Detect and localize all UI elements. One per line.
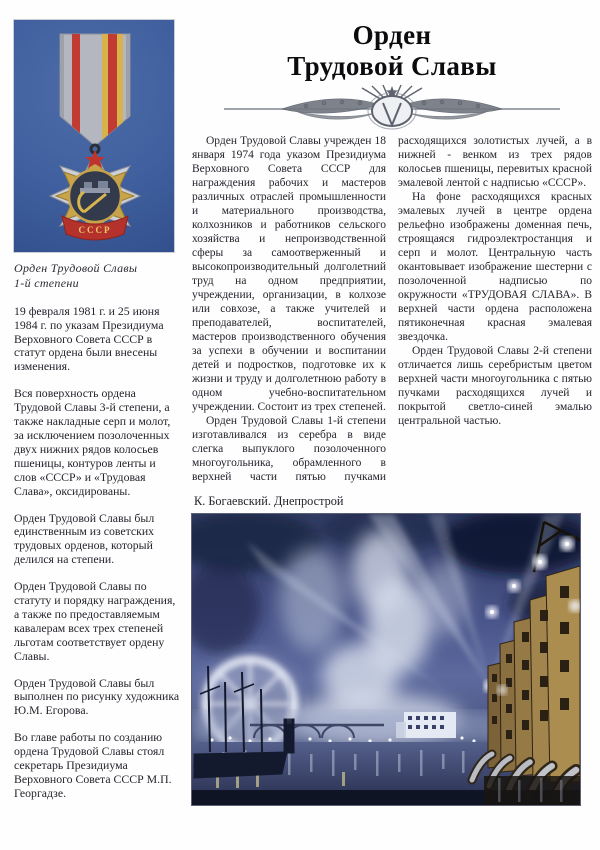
page-title (192, 20, 592, 81)
article-paragraph-3: На фоне расходящихся красных эмалевых лучей в центре ордена рельефно изображены доменная печь, строящаяся гидроэлектростанция и серп и молот. Центральную часть окантовывает изображение шестерни с позолоченной надписью по окружности «ТРУДОВАЯ СЛАВА». В верхней части ордена расположена пятиконечная красная эмалевая звездочка. (398, 191, 592, 343)
left-paragraph-2: Вся поверхность ордена Трудовой Славы 3-й степени, а также накладные серп и молот, за исключением позолоченных двух нижних рядов колосьев пшеницы, контуров ленты и слов «СССР» и «Трудовая Слава», оксидированы. (14, 386, 171, 498)
painting-dneprostroy (192, 514, 580, 805)
article-paragraph-2: Орден Трудовой Славы 1-й степени изготавливался из серебра в виде слегка выпуклого позолоченного многоугольника, обрамленного в верхней части пятью пучками расходящихся золотистых лучей, а в нижней - венком из трех рядов колосьев пшеницы, перевитых красной эмалевой лентой с надписью «СССР». (192, 135, 592, 483)
left-column (14, 20, 180, 814)
left-paragraph-1: 19 февраля 1981 г. и 25 июня 1984 г. по указам Президиума Верховного Совета СССР в статут ордена были внесены изменения. (14, 303, 164, 374)
left-paragraph-6: Во главе работы по созданию ордена Трудовой Славы стоял секретарь Президиума Верховного Совета СССР М.П. Георгадзе. (14, 730, 172, 800)
left-paragraph-5: Орден Трудовой Славы был выполнен по рисунку художника Ю.М. Егорова. (14, 675, 180, 718)
medal-caption-line1: Орден Трудовой Славы (14, 261, 138, 275)
left-paragraph-4: Орден Трудовой Славы по статуту и порядку награждения, а также по предоставляемым кавалерам всех трех степеней льготам соответствует ордену Славы. (14, 579, 176, 663)
medal-photo-caption (14, 261, 180, 292)
title-line1: Орден (352, 20, 432, 50)
painting-caption: К. Богаевский. Днепрострой (194, 494, 344, 508)
medal-band-text: СССР (78, 225, 112, 235)
laurel-emblem-icon (220, 84, 564, 130)
medal-photo (14, 20, 174, 252)
title-line2: Трудовой Славы (287, 50, 497, 81)
order-of-labour-glory-image (14, 20, 174, 252)
main-column (192, 14, 592, 805)
article-text (192, 134, 592, 486)
left-column-text (14, 305, 180, 801)
article-paragraph-1: Орден Трудовой Славы учрежден 18 января 1974 года указом Президиума Верховного Совета СССР для награждения рабочих и мастеров различных отраслей промышленности и материального производства, колхозников и работников сельского хозяйства и непроизводственной сферы за самоотверженный и высокопроизводительный долголетний труд на одном предприятии, учреждении, организации, в колхозе или совхозе, а также учителей и преподавателей, воспитателей, мастеров производственного обучения за успехи в обучении и воспитании детей и подростков, подготовке их к жизни и труду и долголетнюю работу в одном учебно-воспитательном учреждении. Состоит из трех степеней. (192, 135, 386, 413)
medal-caption-line2: 1-й степени (14, 276, 79, 291)
left-paragraph-3: Орден Трудовой Славы был единственным из советских трудовых орденов, который делился на степени. (14, 510, 155, 567)
article-paragraph-4: Орден Трудовой Славы 2-й степени отличается лишь серебристым цветом верхней части многоугольника с пятью пучками расходящихся лучей и покрытой светло-синей эмалью центральной частью. (398, 345, 592, 427)
dneprostroy-night-scene-image (192, 514, 580, 805)
ornament-divider (220, 84, 564, 130)
